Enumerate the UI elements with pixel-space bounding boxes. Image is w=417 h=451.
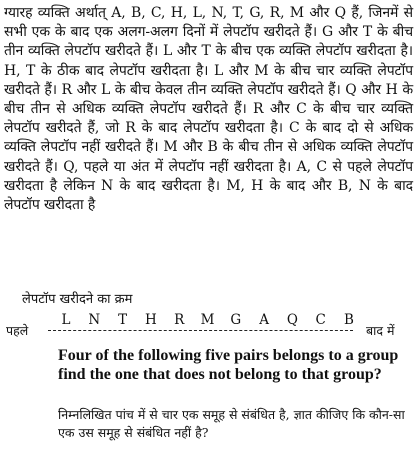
question-english: Four of the following five pairs belongs to a group find the one that does not belong to that group? xyxy=(58,347,399,383)
sequence-letter-r: R xyxy=(174,312,185,328)
sequence-letter-a: A xyxy=(257,312,271,328)
order-title: लेपटॉप खरीदने का क्रम xyxy=(22,292,133,307)
sequence-end-label: बाद में xyxy=(366,323,395,338)
sequence-line xyxy=(48,330,353,331)
sequence-letter-b: B xyxy=(342,312,356,328)
sequence-start-label: पहले xyxy=(6,323,29,338)
sequence-letter-n: N xyxy=(88,312,101,328)
sequence-letter-m: M xyxy=(200,312,215,328)
purchase-order-sequence xyxy=(0,312,417,346)
question-hindi: निम्नलिखित पांच में से चार एक समूह से संबंधित है, ज्ञात कीजिए कि कौन-सा एक उस समूह से संबंधित नहीं है? xyxy=(58,407,405,440)
sequence-letter-c: C xyxy=(315,312,326,328)
sequence-letter-h: H xyxy=(145,312,157,328)
puzzle-statement: ग्यारह व्यक्ति अर्थात् A, B, C, H, L, N, T, G, R, M और Q हैं, जिनमें से सभी एक के बाद एक अलग-अलग दिनों में लेपटॉप खरीदते हैं। G और T के बीच तीन व्यक्ति लेपटॉप खरीदते हैं। L और T के बीच एक व्यक्ति लेपटॉप खरीदता है। H, T के ठीक बाद लेपटॉप खरीदता है। L और M के बीच चार व्यक्ति लेपटॉप खरीदते हैं। R और L के बीच केवल तीन व्यक्ति लेपटॉप खरीदते हैं। Q और H के बीच तीन से अधिक व्यक्ति लेपटॉप खरीदते हैं। R और C के बीच चार व्यक्ति लेपटॉप खरीदते हैं, जो R के बाद लेपटॉप खरीदता है। C के बाद दो से अधिक व्यक्ति लेपटॉप नहीं खरीदते हैं। M और B के बीच तीन से अधिक व्यक्ति लेपटॉप खरीदते हैं। Q, पहले या अंत में लेपटॉप नहीं खरीदता है। A, C से पहले लेपटॉप खरीदता है लेकिन N के बाद खरीदता है। M, H के बाद और B, N के बाद लेपटॉप खरीदता है xyxy=(4,5,413,214)
sequence-letter-g: G xyxy=(230,312,242,328)
sequence-letter-t: T xyxy=(116,312,130,328)
sequence-letter-l: L xyxy=(59,312,73,328)
sequence-letter-q: Q xyxy=(286,312,298,328)
